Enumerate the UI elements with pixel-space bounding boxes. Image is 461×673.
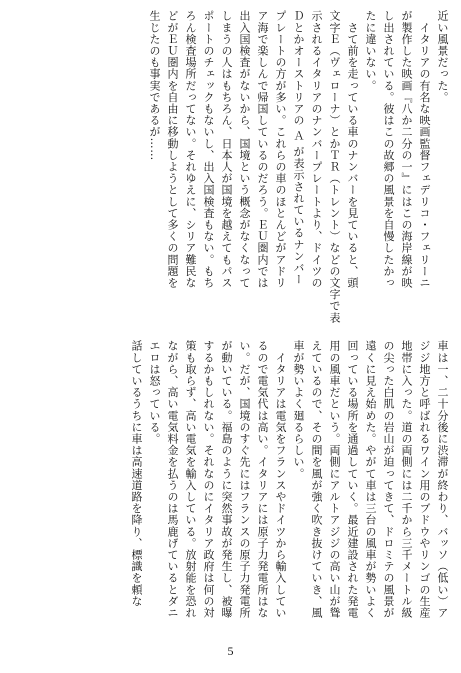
text-column: 遠くに見え始めた。やがて車は三台の風車が勢いよく (364, 340, 377, 619)
page-number: 5 (227, 644, 234, 658)
text-column: 用の風車だという。両側にアルトアジジの高い山が聳 (328, 340, 341, 619)
text-column: るので電気代は高い。イタリアには原子力発電所はな (256, 340, 269, 619)
text-column: ろん検査場所だってない。それゆえに、シリア難民な (184, 10, 197, 289)
text-column: しまうの人はもちろん、日本人が国境を越えてもパス (220, 10, 233, 289)
text-column: 地帯に入った。道の両側には二千から三千メートル級 (400, 340, 413, 619)
text-column: 出入国検査がないから、国境という概念がなくなって (238, 10, 251, 289)
text-column: さて前を走っている車のナンバーを見ていると、頭 (346, 10, 359, 289)
text-column: し出されている。彼はこの故郷の風景を自慢したかっ (382, 10, 395, 289)
lower-text-block (14, 340, 451, 640)
text-column: 文字Ｅ（ヴェローナ）とかＴＲ（トレント）などの文字で表 (328, 10, 341, 324)
text-column: するかもしれない。それなのにイタリア政府は何の対 (202, 340, 215, 619)
text-column: が製作した映画『八か二分の一』にはこの海岸線が映 (400, 10, 413, 289)
upper-text-block (14, 10, 451, 326)
text-column: たに違いない。 (364, 10, 377, 92)
text-column: イタリアは電気をフランスやドイツから輸入してい (274, 340, 287, 619)
text-column: ながら、高い電気料金を払うのは馬鹿げているとダニ (166, 340, 179, 619)
text-column: 生じたのも事実であるが…… (148, 10, 161, 161)
text-column: 話しているうちに車は高速道路を降り、標識を頼な (130, 340, 143, 607)
text-column: 策も取らず、高い電気を輸入している。放射能を恐れ (184, 340, 197, 619)
text-column: ア海で楽しんで帰国しているのだろう。ＥＵ圏内では (256, 10, 269, 289)
text-column: Ｄとかオーストリアの Ａ が表示されているナンバー (292, 10, 305, 285)
text-column: 近い風景だった。 (436, 10, 449, 103)
text-column: エロは怒っている。 (148, 340, 161, 445)
text-column: ポートのチェックもないし、出入国検査もない。もち (202, 10, 215, 289)
text-column: 車は一、二十分後に渋滞が終わり、バッソ（低い）ア (436, 340, 449, 619)
text-column: どがＥＵ圏内を自由に移動しようとして多くの問題を (166, 10, 179, 289)
text-column: えているので、その間を風が強く吹き抜けていき、風 (310, 340, 323, 619)
text-column: の尖った白肌の岩山が迫ってきて、ドロミテの風景が (382, 340, 395, 619)
text-column: プレートの方が多い。これらの車のほとんどがアドリ (274, 10, 287, 289)
text-column: 車が勢いよく廻るらしい。 (292, 340, 305, 480)
text-column: 示されるイタリアのナンバープレートより、ドイツの (310, 10, 323, 289)
text-column: 回っている場所を通過していく。最近建設された発電 (346, 340, 359, 619)
text-column: ジジ地方と呼ばれるワイン用のブドウやリンゴの生産 (418, 340, 431, 619)
text-column: が動いている。福島のように突然事故が発生し、被曝 (220, 340, 233, 619)
text-column: イタリアの有名な映画監督フェデリコ・フェリーニ (418, 10, 431, 289)
text-column: い。だが、国境のすぐ先にはフランスの原子力発電所 (238, 340, 251, 619)
